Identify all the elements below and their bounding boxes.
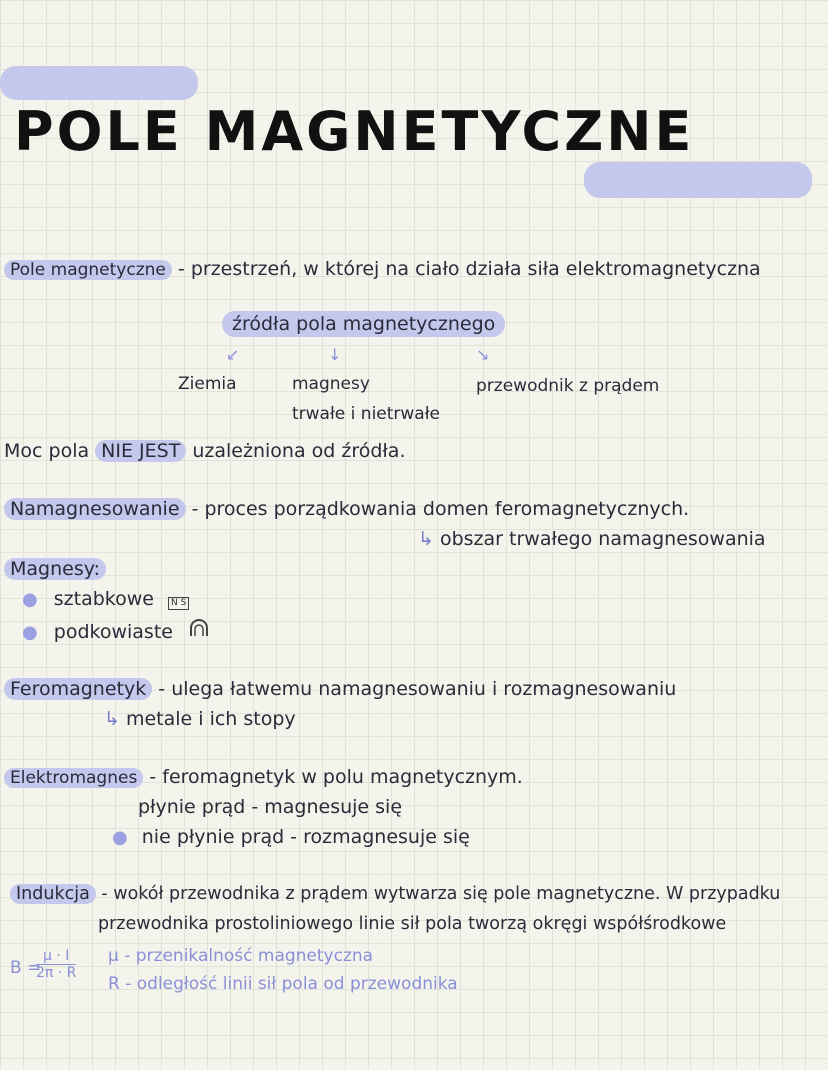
definition-term: Pole magnetyczne <box>4 260 172 280</box>
source-ziemia: Ziemia <box>178 374 237 394</box>
feromagnetyk-line: Feromagnetyk - ulega łatwemu namagnesowaniu i rozmagnesowaniu <box>4 678 676 700</box>
formula-lhs: B = <box>10 958 42 978</box>
bar-magnet-icon: N S <box>168 597 189 610</box>
sources-heading: źródła pola magnetycznego <box>222 313 505 335</box>
definition-line <box>4 258 761 280</box>
moc-line: Moc pola NIE JEST uzależniona od źródła. <box>4 440 406 462</box>
return-arrow-icon: ↳ <box>418 528 434 550</box>
mu-definition: μ - przenikalność magnetyczna <box>108 946 374 966</box>
indukcja-line2: przewodnika prostoliniowego linie sił pola tworzą okręgi współśrodkowe <box>98 914 727 934</box>
namagnesowanie-line: Namagnesowanie - proces porządkowania domen feromagnetycznych. <box>4 498 689 520</box>
feromagnetyk-term: Feromagnetyk <box>4 678 152 700</box>
moc-highlight: NIE JEST <box>95 440 186 462</box>
magnesy-heading: Magnesy: <box>4 558 106 580</box>
elektromagnes-line2: płynie prąd - magnesuje się <box>138 796 403 818</box>
bullet-icon: ● <box>22 622 38 643</box>
magnesy-item-2: ● podkowiaste <box>22 618 211 643</box>
namagnesowanie-sub: ↳ obszar trwałego namagnesowania <box>418 528 766 550</box>
formula-fraction: μ · I 2π · R <box>36 948 77 981</box>
bullet-icon: ● <box>22 589 38 610</box>
source-magnesy: magnesy <box>292 374 370 394</box>
elektromagnes-line: Elektromagnes - feromagnetyk w polu magnetycznym. <box>4 766 523 788</box>
source-magnesy-type: trwałe i nietrwałe <box>292 404 441 424</box>
bullet-icon: ● <box>112 827 128 848</box>
namagnesowanie-term: Namagnesowanie <box>4 498 186 520</box>
page-title: POLE MAGNETYCZNE <box>14 100 695 163</box>
decorative-bar-right <box>584 162 812 198</box>
arrow-left-icon: ↙ <box>226 345 240 364</box>
arrow-down-icon: ↓ <box>328 345 342 364</box>
feromagnetyk-sub: ↳ metale i ich stopy <box>104 708 296 730</box>
indukcja-line: Indukcja - wokół przewodnika z prądem wytwarza się pole magnetyczne. W przypadku <box>10 884 780 904</box>
return-arrow-icon: ↳ <box>104 708 120 730</box>
arrow-right-icon: ↘ <box>476 345 490 364</box>
magnesy-item-1: ● sztabkowe N S <box>22 588 189 610</box>
indukcja-term: Indukcja <box>10 884 96 904</box>
source-przewodnik: przewodnik z prądem <box>476 376 660 396</box>
elektromagnes-term: Elektromagnes <box>4 768 143 788</box>
decorative-bar-top <box>0 66 198 100</box>
elektromagnes-line3: ● nie płynie prąd - rozmagnesuje się <box>112 826 470 848</box>
r-definition: R - odległość linii sił pola od przewodnika <box>108 974 458 994</box>
definition-text: - przestrzeń, w której na ciało działa siła elektromagnetyczna <box>177 258 761 280</box>
horseshoe-magnet-icon <box>187 621 211 643</box>
